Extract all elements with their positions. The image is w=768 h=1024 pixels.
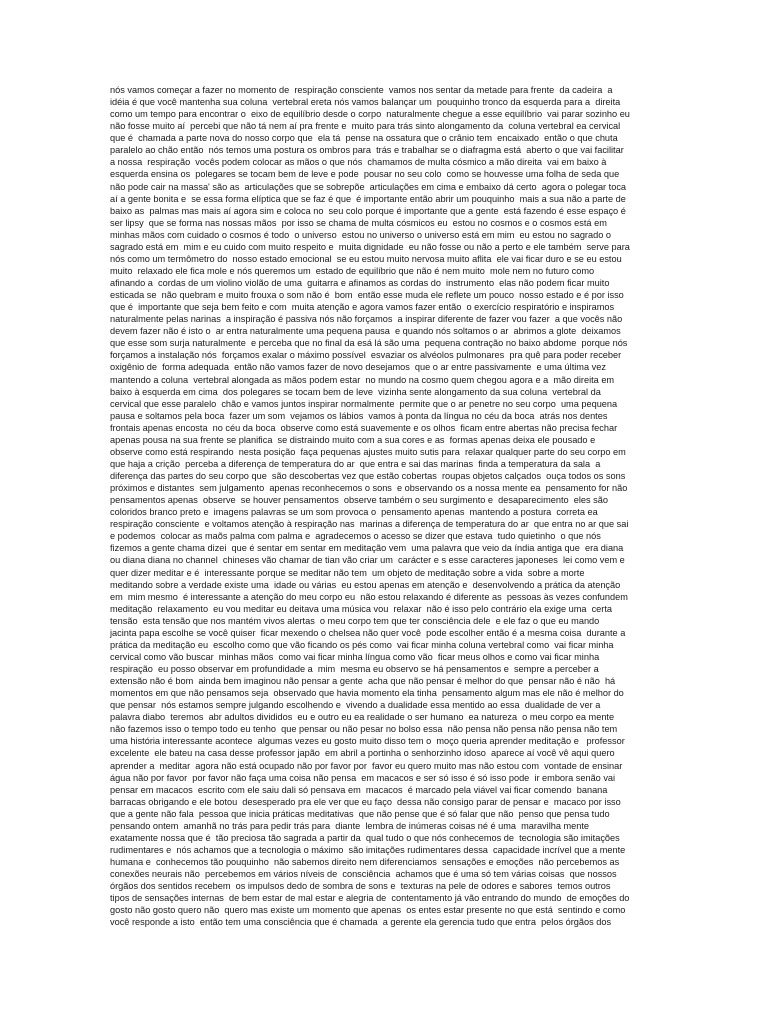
- text-line: uma história interessante acontece algumas vezes eu gosto muito disso tem o moço queria aprender meditação e professor: [110, 736, 625, 747]
- text-line: próximos e distantes sem julgamento apenas reconhecemos o sons e observando os a nossa mente ea pensamento for não: [110, 483, 628, 494]
- text-line: como um tempo para encontrar o eixo de equilíbrio desde o corpo naturalmente chegue a esse equilíbrio vai parar sozinho eu: [110, 109, 630, 120]
- text-line: humana e conhecemos tão pouquinho não sabemos direito nem diferenciamos sensações e emoções não percebemos as: [110, 857, 620, 867]
- text-line: fizemos a gente chama dizei que é sentar em sentar em meditação vem uma palavra que veio da índia antiga que era diana: [110, 543, 624, 554]
- text-line: minhas mãos com cuidado o cosmos é todo o universo estou no universo o universo está em mim eu estou no sagrado o: [110, 229, 611, 240]
- text-line: ser lipsy que se forma nas nossas mãos por isso se chama de multa cósmicos eu estou no cosmos e o cosmos está em: [110, 217, 607, 228]
- text-line: cervical como vão buscar minhas mãos como vai ficar minha língua como vão ficar meus olhos e como vai ficar minha: [110, 651, 600, 662]
- text-line: quer dizer meditar e é interessante porque se meditar não tem um objeto de meditação sobre a vida sobre a morte: [110, 567, 585, 578]
- text-line: excelente ele bateu na casa desse professor japão em abril a portinha o senhorzinho idoso aparece aí você vê aqui quero: [110, 748, 615, 759]
- body-text: [110, 84, 710, 928]
- text-line: a nossa respiração vocês podem colocar as mãos o que nós chamamos de multa cósmico a mão direita vai em baixo à: [110, 157, 607, 168]
- text-line: extensão não é bom ainda bem imaginou não pensar a gente acha que não pensar é melhor do que pensar não é não há: [110, 676, 616, 687]
- text-line: gosto não gosto quero não quero mas existe um momento que apenas os entes estar presente no que está sentindo e como: [110, 905, 626, 916]
- text-line: mantendo a coluna vertebral alongada as mãos podem estar no mundo na cosmo quem chegou agora e a mão direita em: [110, 374, 615, 385]
- text-line: esquerda ensina os polegares se tocam bem de leve e pode pousar no seu colo como se houvesse uma folha de seda que: [110, 169, 620, 180]
- text-line: pensamentos apenas observe se houver pensamentos observe também o seu surgimento e desaparecimento eles são: [110, 495, 608, 506]
- text-line: paralelo ao chão então nós temos uma postura os ombros para trás e trabalhar se o diafragma está aberto o que vai facilitar: [110, 145, 624, 156]
- text-line: prática da meditação eu escolho como que vão ficando os pés como vai ficar minha coluna vertebral como vai ficar minha: [110, 639, 614, 650]
- text-line: nós como um termômetro do nosso estado emocional se eu estou muito nervosa muito aflita ele vai ficar duro e se eu estou: [110, 253, 622, 264]
- text-line: aí a gente bonita e se essa forma elíptica que se faz é que é importante então abrir um pouquinho mais a sua não a parte de: [110, 193, 626, 204]
- text-line: devem fazer não é isto o ar entra naturalmente uma pequena pausa e quando nós soltamos o ar abrimos a glote deixamos: [110, 326, 621, 337]
- text-line: afinando a cordas de um violino violão de uma guitarra e afinamos as cordas do instrumento elas não podem ficar muito: [110, 278, 610, 288]
- text-line: que pensar nós estamos sempre julgando escolhendo e vivendo a dualidade essa mentido ao essa dualidade de ver a: [110, 700, 601, 711]
- text-line: conexões neurais não percebemos em vários níveis de consciência achamos que é uma só tem várias coisas que nossos: [110, 869, 617, 880]
- text-line: que esse som surja naturalmente e perceba que no final da esá lá são uma pequena contração no baixo abdome porque nós: [110, 338, 628, 349]
- text-line: cervical que esse paralelo chão e vamos juntos inspirar normalmente permite que o ar penetre no seu corpo uma pequena: [110, 398, 618, 409]
- text-line: observe como está respirando nesta posição faça pequenas ajustes muito sutis para relaxar qualquer parte do seu corpo em: [110, 446, 626, 457]
- text-line: que é chamada a parte nova do nosso corpo que ela tá pense na ossatura que o crânio tem encaixado então o que chuta: [110, 133, 618, 144]
- text-line: tensão esta tensão que nos mantém vivos alertas o meu corpo tem que ter consciência dele e ele faz o que eu mando: [110, 615, 600, 626]
- text-line: que haja a crição perceba a diferença de temperatura do ar que entra e sai das marinas finda a temperatura da sala a: [110, 458, 601, 469]
- text-line: momentos em que não pensamos seja observado que havia momento ela tinha pensamento algum mas ele não é melhor do: [110, 688, 624, 699]
- text-line: meditação relaxamento eu vou meditar eu deitava uma música vou relaxar não é isso pelo contrário ela exige uma certa: [110, 603, 613, 614]
- text-line: pausa e soltamos pela boca fazer um som vejamos os lábios vamos à ponta da língua no céu da boca atrás nos dentes: [110, 410, 608, 421]
- text-line: não fosse muito aí percebi que não tá nem aí pra frente e muito para trás sinto alongamento da coluna vertebral ea cervical: [110, 121, 621, 132]
- text-line: não pode cair na massa' são as articulações que se sobrepõe articulações em cima e embaixo dá certo agora o polegar toca: [110, 181, 627, 192]
- text-line: respiração consciente e voltamos atenção à respiração nas marinas a diferença de temperatura do ar que entra no ar que sai: [110, 519, 629, 530]
- text-line: pensando ontem amanhã no trás para pedir trás para diante lembra de inúmeras coisas né é uma maravilha mente: [110, 820, 590, 831]
- text-line: diferença das partes do seu corpo que são descobertas vez que estão cobertas roupas objetos calçados ouça todos os sons: [110, 471, 626, 481]
- text-line: baixo à esquerda em cima dos polegares se tocam bem de leve vizinha sente alongamento da sua coluna vertebral da: [110, 386, 601, 397]
- text-line: que a gente não fala pessoa que inicia práticas meditativas que não pense que é só falar que não penso que pensa tudo: [110, 808, 610, 819]
- text-line: não fazemos isso o tempo todo eu tenho que pensar ou não pesar no bolso essa não pensa não pensa não pensa não tem: [110, 724, 618, 735]
- text-line: palavra diabo teremos abr adultos divididos eu e outro eu ea realidade o ser humano ea natureza o meu corpo ea mente: [110, 712, 615, 723]
- text-line: ou diana diana no channel chineses vão chamar de tian vão criar um carácter e s esse caracteres japoneses lei como vem e: [110, 555, 625, 566]
- text-line: barracas obrigando e ele botou desesperado pra ele ver que eu faço dessa não consigo parar de pensar e macaco por isso: [110, 796, 621, 807]
- text-line: muito relaxado ele fica mole e nós queremos um estado de equilíbrio que não é nem muito mole nem no futuro como: [110, 265, 595, 276]
- text-line: apenas pousa na sua frente se planifica se distraindo muito com a sua cores e as formas apenas deixa ele pousado e: [110, 434, 596, 445]
- text-line: e podemos colocar as maõs palma com palma e agradecemos o acesso se dizer que estava tudo quietinho o que nós: [110, 531, 601, 542]
- text-line: nós vamos começar a fazer no momento de respiração consciente vamos nos sentar da metade para frente da cadeira a: [110, 85, 613, 95]
- text-line: tipos de sensações internas de bem estar de mal estar e alegria de contentamento já vão entrando do mundo de emoções do: [110, 893, 630, 904]
- text-line: em mim mesmo é interessante a atenção do meu corpo eu não estou relaxando é diferente as pessoas às vezes confundem: [110, 591, 628, 602]
- text-line: aprender a meditar agora não está ocupado não por favor por favor eu quero muito mas não estou com vontade de ensinar: [110, 760, 623, 771]
- text-line: órgãos dos sentidos recebem os impulsos dedo de sombra de sons e texturas na pele de odores e sabores temos outros: [110, 881, 611, 892]
- text-line: rudimentares e nós achamos que a tecnologia o máximo são imitações rudimentares dessa capacidade incrível que a mente: [110, 844, 626, 855]
- text-line: esticada se não quebram e muito frouxa o som não é bom então esse muda ele reflete um pouco nosso estado e é por isso: [110, 290, 624, 301]
- text-line: respiração eu posso observar em profundidade a mim mesma eu observo se há pensamentos e sempre a perceber a: [110, 664, 599, 674]
- text-line: naturalmente pelas narinas a inspiração é passiva nós não forçamos a inspirar diferente de fazer vou fazer a que vocês não: [110, 314, 623, 325]
- text-line: jacinta papa escolhe se você quiser ficar mexendo o chelsea não quer você pode escolher então é a mesma coisa durante a: [110, 627, 626, 638]
- text-line: você responde a isto então tem uma consciência que é chamada a gerente ela gerencia tudo que entra pelos órgãos dos: [110, 917, 612, 928]
- text-line: idéia é que você mantenha sua coluna vertebral ereta nós vamos balançar um pouquinho tronco da esquerda para a direita: [110, 97, 621, 108]
- text-line: exatamente nossa que é tão preciosa tão sagrada a partir da qual tudo o que nós conhecemos de tecnologia são imitações: [110, 832, 620, 843]
- text-line: que é importante que seja bem feito e com muita atenção e agora vamos fazer então o exercício respiratório e inspiramos: [110, 302, 615, 313]
- text-line: oxigênio de forma adequada então não vamos fazer de novo desejamos que o ar entre passivamente e uma última vez: [110, 362, 606, 373]
- text-line: baixo as palmas mas mais aí agora sim e coloca no seu colo porque é importante que a gente está fazendo é esse espaço é: [110, 205, 626, 216]
- text-line: água não por favor por favor não faça uma coisa não pensa em macacos e ser só isso é só isso pode ir embora senão vai: [110, 772, 616, 783]
- text-line: meditando sobre a verdade existe uma idade ou várias eu estou apenas em atenção e desenvolvendo a prática da atenção: [110, 579, 621, 590]
- text-line: forçamos a instalação nós forçamos exalar o máximo possível esvaziar os alvéolos pulmonares pra quê para poder receber: [110, 350, 622, 361]
- text-line: pensar em macacos escrito com ele saiu dali só pensava em macacos é marcado pela viável vai ficar comendo banana: [110, 784, 608, 795]
- text-line: sagrado está em mim e eu cuido com muito respeito e muita dignidade eu não fosse ou não a perto e ele também serve para: [110, 241, 630, 252]
- text-line: frontais apenas encosta no céu da boca observe como está suavemente e os olhos ficam entre abertas não precisa fechar: [110, 422, 618, 433]
- text-line: coloridos branco preto e imagens palavras se um som provoca o pensamento apenas mantendo a postura correta ea: [110, 507, 598, 518]
